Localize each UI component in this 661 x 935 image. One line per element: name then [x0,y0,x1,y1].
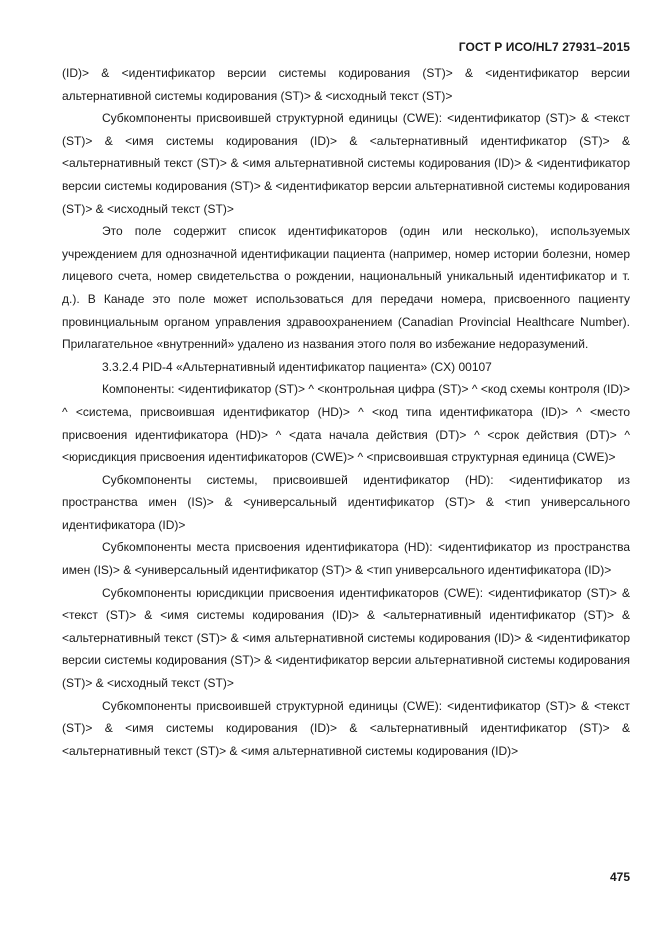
section-heading-pid4: 3.3.2.4 PID-4 «Альтернативный идентификатор пациента» (CX) 00107 [102,359,492,374]
document-header: ГОСТ Р ИСО/HL7 27931–2015 [458,40,630,54]
paragraph-subcomponents-place-hd: Субкомпоненты места присвоения идентификатора (HD): <идентификатор из пространства имен (IS)> & <универсальный идентификатор (ST)> & <тип универсального идентификатора (ID)> [62,540,630,578]
paragraph-components: Компоненты: <идентификатор (ST)> ^ <контрольная цифра (ST)> ^ <код схемы контроля (ID)> ^ <система, присвоившая идентификатор (HD)> ^ <код типа идентификатора (ID)> ^ <место присвоения идентификатора (HD)> ^ <дата начала действия (DT)> ^ <срок действия (DT)> ^ <юрисдикция присвоения идентификаторов (CWE)> ^ <присвоившая структурная единица (CWE)> [62,382,630,465]
paragraph-continuation: (ID)> & <идентификатор версии системы кодирования (ST)> & <идентификатор версии альтернативной системы кодирования (ST)> & <исходный текст (ST)> [62,66,630,103]
page-body [62,62,630,762]
paragraph-subcomponents-jurisdiction-cwe: Субкомпоненты юрисдикции присвоения идентификаторов (CWE): <идентификатор (ST)> & <текст (ST)> & <имя системы кодирования (ID)> & <альтернативный идентификатор (ST)> & <альтернативный текст (ST)> & <имя альтернативной системы кодирования (ID)> & <идентификатор версии системы кодирования (ST)> & <идентификатор версии альтернативной системы кодирования (ST)> & <исходный текст (ST)> [62,585,630,691]
paragraph-subcomponents-system-hd: Субкомпоненты системы, присвоившей идентификатор (HD): <идентификатор из пространства имен (IS)> & <универсальный идентификатор (ST)> & <тип универсального идентификатора (ID)> [62,472,630,532]
paragraph-field-description: Это поле содержит список идентификаторов (один или несколько), используемых учреждением для однозначной идентификации пациента (например, номер истории болезни, номер лицевого счета, номер свидетельства о рождении, национальный уникальный идентификатор и т. д.). В Канаде это поле может использоваться для передачи номера, присвоенного пациенту провинциальным органом управления здравоохранением (Canadian Provincial Healthcare Number). Прилагательное «внутренний» удалено из названия этого поля во избежание недоразумений. [62,224,630,352]
paragraph-subcomponents-cwe: Субкомпоненты присвоившей структурной единицы (CWE): <идентификатор (ST)> & <текст (ST)> & <имя системы кодирования (ID)> & <альтернативный идентификатор (ST)> & <альтернативный текст (ST)> & <имя альтернативной системы кодирования (ID)> & <идентификатор версии системы кодирования (ST)> & <идентификатор версии альтернативной системы кодирования (ST)> & <исходный текст (ST)> [62,111,630,216]
paragraph-subcomponents-unit-cwe: Субкомпоненты присвоившей структурной единицы (CWE): <идентификатор (ST)> & <текст (ST)> & <имя системы кодирования (ID)> & <альтернативный идентификатор (ST)> & <альтернативный текст (ST)> & <имя альтернативной системы кодирования (ID)> [62,698,630,758]
page-number: 475 [609,870,630,884]
